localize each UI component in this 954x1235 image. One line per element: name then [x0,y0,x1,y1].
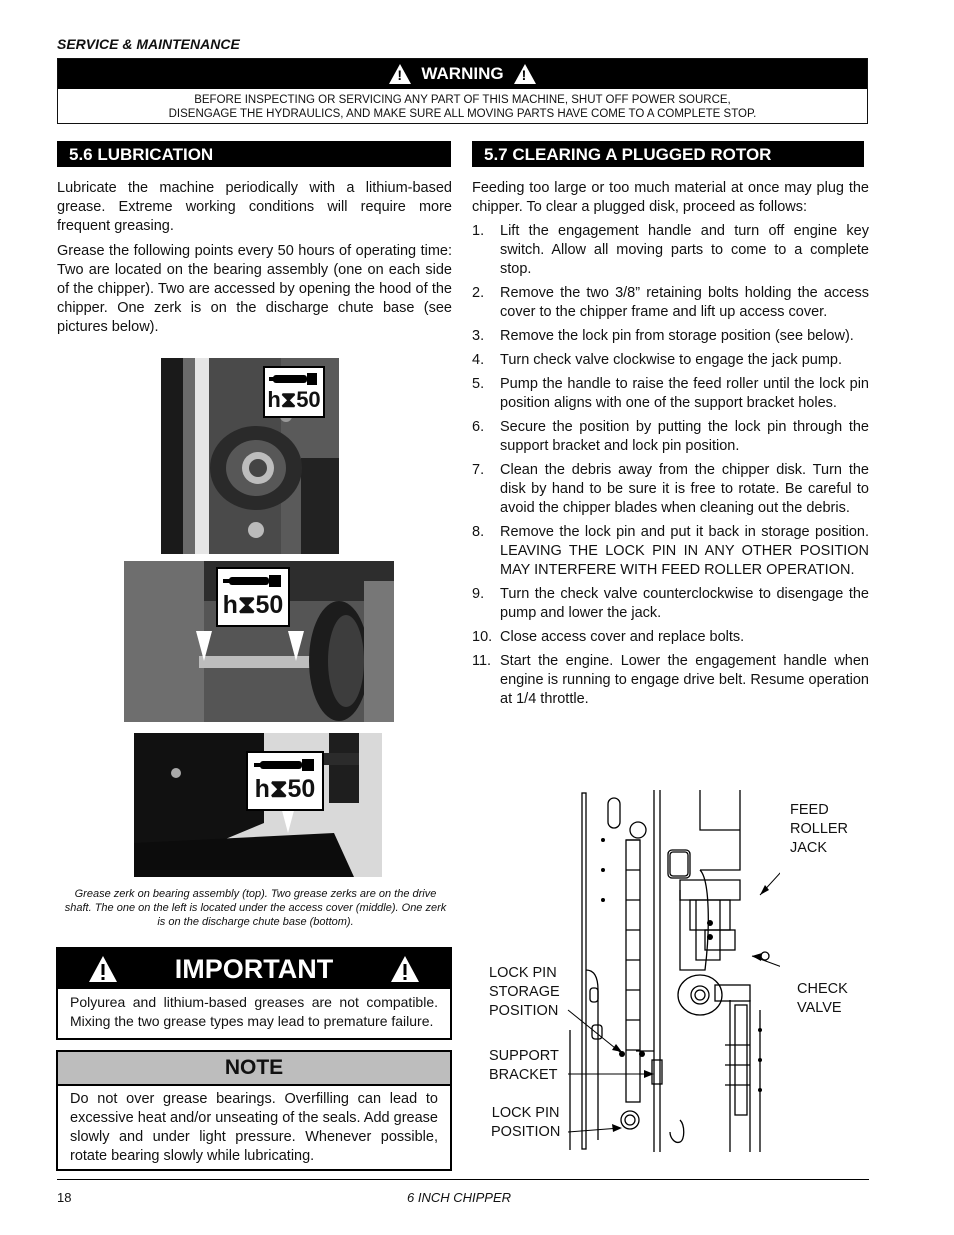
grease-50h-label [246,751,324,811]
warning-line-1: BEFORE INSPECTING OR SERVICING ANY PART OF THIS MACHINE, SHUT OFF POWER SOURCE, [194,94,731,106]
step-item [472,461,869,518]
warning-text [58,89,867,121]
step-text: Turn check valve clockwise to engage the jack pump. [500,352,842,368]
step-item [472,523,869,580]
step-item [472,585,869,623]
drive-shaft-photo [124,561,394,722]
step-text: Lift the engagement handle and turn off engine key switch. Allow all moving parts to come to a complete stop. [500,223,869,277]
product-name: 6 INCH CHIPPER [407,1190,512,1205]
grease-50h-label [216,567,290,627]
grease-gun-icon [252,755,318,775]
grease-gun-icon [267,370,321,388]
important-text: Polyurea and lithium-based greases are not compatible. Mixing the two grease types may lead to premature failure. [70,994,438,1029]
step-item [472,327,869,346]
label-lock-pin-position: LOCK PIN POSITION [491,1105,561,1140]
step-item [472,284,869,322]
step-item [472,652,869,709]
step-text: Close access cover and replace bolts. [500,629,745,645]
warning-triangle-icon [390,954,420,984]
grease-gun-icon [221,571,285,591]
lubrication-title: 5.6 LUBRICATION [57,141,451,167]
step-item [472,375,869,413]
step-text: Remove the lock pin and put it back in storage position. LEAVING THE LOCK PIN IN ANY OTHER POSITION MAY INTERFERE WITH FEED ROLLER OPERATION. [500,524,869,578]
step-item [472,351,869,370]
important-box [56,947,452,1040]
step-text: Remove the lock pin from storage position (see below). [500,328,854,344]
page-number: 18 [57,1190,72,1205]
step-item [472,418,869,456]
label-lock-pin-storage: LOCK PIN STORAGE POSITION [489,965,560,1019]
important-title: IMPORTANT [174,953,334,984]
warning-triangle-icon [389,64,411,84]
step-number: 9. [472,586,485,602]
step-item [472,628,869,647]
step-number: 4. [472,352,485,368]
lubrication-para-2: Grease the following points every 50 hours of operating time: Two are located on the bearing assembly (one on each side of the chipper). Two are accessed by opening the hood of the chipper. One zerk is on the discharge chute base (see pictures below). [57,243,452,335]
warning-triangle-icon [514,64,536,84]
discharge-chute-photo [134,733,382,877]
step-text: Clean the debris away from the chipper disk. Turn the disk by hand to be sure it is free to rotate. Be careful to avoid the chipper blades when cleaning out the debris. [500,462,869,516]
step-text: Start the engine. Lower the engagement handle when engine is running to engage drive belt. Resume operation at 1/4 throttle. [500,653,869,707]
h50-text: h⧗50 [267,387,321,412]
lubrication-para-1: Lubricate the machine periodically with a lithium-based grease. Extreme working conditions will require more frequent greasing. [57,180,452,234]
section-header: SERVICE & MAINTENANCE [57,36,240,52]
step-item [472,222,869,279]
step-number: 1. [472,223,485,239]
warning-bar [58,59,867,89]
h50-text: h⧗50 [254,775,316,803]
warning-title: WARNING [421,64,504,83]
step-number: 3. [472,328,485,344]
label-feed-roller-jack: FEED ROLLER JACK [790,802,849,856]
feed-roller-jack-diagram [560,790,780,1152]
step-text: Remove the two 3/8” retaining bolts holding the access cover to the chipper frame and lift up access cover. [500,285,869,320]
step-number: 7. [472,462,485,478]
label-support-bracket: SUPPORT BRACKET [489,1048,559,1083]
step-number: 11. [472,653,492,669]
warning-box [57,58,868,124]
warning-triangle-icon [88,954,118,984]
warning-line-2: DISENGAGE THE HYDRAULICS, AND MAKE SURE ALL MOVING PARTS HAVE COME TO A COMPLETE STOP. [168,108,757,120]
plugged-rotor-title: 5.7 CLEARING A PLUGGED ROTOR [472,141,864,167]
important-bar [58,949,450,989]
note-text: Do not over grease bearings. Overfilling can lead to excessive heat and/or unseating of the seals. Add grease slowly and under light pressure. Whenever possible, rotate bearing slowly while lubricating. [70,1091,438,1164]
step-number: 8. [472,524,485,540]
h50-text: h⧗50 [222,591,284,619]
step-number: 2. [472,285,485,301]
step-number: 10. [472,629,493,645]
step-text: Pump the handle to raise the feed roller until the lock pin position aligns with one of the support bracket holes. [500,376,869,411]
note-box [56,1050,452,1171]
plugged-rotor-intro: Feeding too large or too much material at once may plug the chipper. To clear a plugged disk, proceed as follows: [472,180,869,215]
step-number: 6. [472,419,485,435]
label-check-valve: CHECK VALVE [797,981,848,1016]
grease-50h-label [263,366,325,418]
step-text: Secure the position by putting the lock pin through the support bracket and lock pin position. [500,419,869,454]
photo-caption: Grease zerk on bearing assembly (top). Two grease zerks are on the drive shaft. The one on the left is located under the access cover (middle). One zerk is on the discharge chute base (bottom). [64,888,447,928]
steps-list [472,222,869,714]
footer-divider [57,1179,869,1180]
note-title: NOTE [58,1052,450,1086]
step-number: 5. [472,376,485,392]
bearing-assembly-photo [161,358,339,554]
step-text: Turn the check valve counterclockwise to disengage the pump and lower the jack. [500,586,869,621]
